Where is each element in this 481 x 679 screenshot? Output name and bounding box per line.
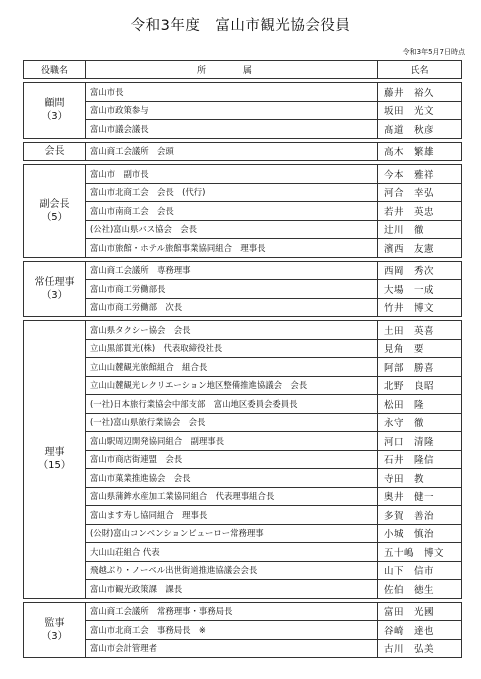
name-cell: 石井 隆信	[378, 450, 462, 469]
role-label: 監事	[44, 617, 65, 629]
role-cell	[24, 602, 86, 658]
affiliation-cell: (公社)富山県バス協会 会長	[86, 220, 378, 239]
table-row	[24, 220, 462, 239]
name-cell: 辻川 徹	[378, 220, 462, 239]
name-cell: 髙道 秋彦	[378, 120, 462, 139]
affiliation-cell: 富山商工会議所 常務理事・事務局長	[86, 602, 378, 621]
table-row	[24, 298, 462, 317]
name-cell: 藤井 裕久	[378, 83, 462, 102]
table-row	[24, 413, 462, 432]
name-cell: 永守 徹	[378, 413, 462, 432]
name-cell: 寺田 教	[378, 469, 462, 488]
role-count: （15）	[38, 460, 71, 472]
role-count: （5）	[41, 211, 68, 223]
table-row	[24, 621, 462, 640]
role-label: 会長	[44, 145, 65, 157]
role-label: 副会長	[39, 198, 70, 210]
affiliation-cell: 富山市菓業推進協会 会長	[86, 469, 378, 488]
role-label: 顧問	[44, 98, 65, 110]
affiliation-cell: 富山県タクシー協会 会長	[86, 321, 378, 340]
name-cell: 富田 光國	[378, 602, 462, 621]
affiliation-cell: 富山市北商工会 事務局長 ※	[86, 621, 378, 640]
document-title: 令和3年度 富山市観光協会役員	[130, 18, 351, 34]
affiliation-cell: 富山商工会議所 会頭	[86, 142, 378, 161]
affiliation-cell: 富山県蒲鉾水産加工業協同組合 代表理事組合長	[86, 487, 378, 506]
name-cell: 谷崎 達也	[378, 621, 462, 640]
affiliation-cell: 立山山麓観光旅館組合 組合長	[86, 358, 378, 377]
role-count: （3）	[41, 111, 68, 123]
affiliation-cell: 富山市 副市長	[86, 165, 378, 184]
table-row	[24, 142, 462, 161]
affiliation-cell: 立山黒部貫光(株) 代表取締役社長	[86, 339, 378, 358]
table-row	[24, 339, 462, 358]
role-cell	[24, 321, 86, 599]
affiliation-cell: 富山市商工労働部 次長	[86, 298, 378, 317]
name-cell: 多賀 善治	[378, 506, 462, 525]
table-row	[24, 450, 462, 469]
as-of-date: 令和3年5月7日時点	[402, 48, 465, 56]
affiliation-cell: 富山市商店街連盟 会長	[86, 450, 378, 469]
name-cell: 奥井 健一	[378, 487, 462, 506]
header-name: 氏名	[378, 61, 462, 79]
table-header-row	[24, 61, 462, 79]
affiliation-cell: (一社)日本旅行業協会中部支部 富山地区委員会委員長	[86, 395, 378, 414]
name-cell: 大場 一成	[378, 280, 462, 299]
role-count: （3）	[41, 289, 68, 301]
affiliation-cell: 富山市会計管理者	[86, 639, 378, 658]
name-cell: 濱西 友憲	[378, 239, 462, 258]
role-cell	[24, 261, 86, 317]
table-row	[24, 639, 462, 658]
table-row	[24, 239, 462, 258]
name-cell: 若井 英忠	[378, 202, 462, 221]
name-cell: 坂田 光文	[378, 101, 462, 120]
affiliation-cell: 富山市旅館・ホテル旅館事業協同組合 理事長	[86, 239, 378, 258]
name-cell: 小城 慎治	[378, 524, 462, 543]
table-row	[24, 280, 462, 299]
affiliation-cell: 富山市北商工会 会長 (代行)	[86, 183, 378, 202]
affiliation-cell: (一社)富山県旅行業協会 会長	[86, 413, 378, 432]
affiliation-cell: 富山市商工労働部長	[86, 280, 378, 299]
role-count: （3）	[41, 630, 68, 642]
name-cell: 河口 清隆	[378, 432, 462, 451]
name-cell: 竹井 博文	[378, 298, 462, 317]
name-cell: 高木 繁雄	[378, 142, 462, 161]
table-row	[24, 395, 462, 414]
table-row	[24, 602, 462, 621]
name-cell: 阿部 勝喜	[378, 358, 462, 377]
table-row	[24, 120, 462, 139]
table-row	[24, 580, 462, 599]
table-row	[24, 543, 462, 562]
table-row	[24, 101, 462, 120]
table-row	[24, 432, 462, 451]
name-cell: 見角 要	[378, 339, 462, 358]
affiliation-cell: 富山市政策参与	[86, 101, 378, 120]
table-row	[24, 261, 462, 280]
table-row	[24, 202, 462, 221]
affiliation-cell: 立山山麓観光レクリエーション地区整備推進協議会 会長	[86, 376, 378, 395]
affiliation-cell: 飛越ぶり・ノーベル出世街道推進協議会会長	[86, 561, 378, 580]
affiliation-cell: 富山商工会議所 専務理事	[86, 261, 378, 280]
affiliation-cell: 富山市南商工会 会長	[86, 202, 378, 221]
role-label: 常任理事	[34, 276, 75, 288]
name-cell: 河合 幸弘	[378, 183, 462, 202]
name-cell: 佐伯 徳生	[378, 580, 462, 599]
name-cell: 土田 英喜	[378, 321, 462, 340]
affiliation-cell: 大山山荘組合 代表	[86, 543, 378, 562]
table-row	[24, 561, 462, 580]
table-row	[24, 487, 462, 506]
affiliation-cell: (公財)富山コンベンションビューロー常務理事	[86, 524, 378, 543]
name-cell: 松田 隆	[378, 395, 462, 414]
affiliation-cell: 富山ます寿し協同組合 理事長	[86, 506, 378, 525]
table-row	[24, 321, 462, 340]
table-row	[24, 83, 462, 102]
header-role: 役職名	[24, 61, 86, 79]
affiliation-cell: 富山市観光政策課 課長	[86, 580, 378, 599]
name-cell: 北野 良昭	[378, 376, 462, 395]
affiliation-cell: 富山駅周辺開発協同組合 副理事長	[86, 432, 378, 451]
name-cell: 今本 雅祥	[378, 165, 462, 184]
table-row	[24, 506, 462, 525]
officer-table	[23, 60, 462, 658]
table-row	[24, 376, 462, 395]
table-row	[24, 469, 462, 488]
table-body	[24, 79, 462, 658]
name-cell: 西岡 秀次	[378, 261, 462, 280]
table-row	[24, 358, 462, 377]
affiliation-cell: 富山市長	[86, 83, 378, 102]
role-label: 理事	[44, 447, 65, 459]
table-row	[24, 524, 462, 543]
table-row	[24, 165, 462, 184]
name-cell: 古川 弘美	[378, 639, 462, 658]
affiliation-cell: 富山市議会議長	[86, 120, 378, 139]
name-cell: 五十嶋 博文	[378, 543, 462, 562]
name-cell: 山下 信市	[378, 561, 462, 580]
table-row	[24, 183, 462, 202]
header-affiliation: 所 属	[86, 61, 378, 79]
role-cell	[24, 142, 86, 161]
role-cell	[24, 165, 86, 258]
role-cell	[24, 83, 86, 139]
